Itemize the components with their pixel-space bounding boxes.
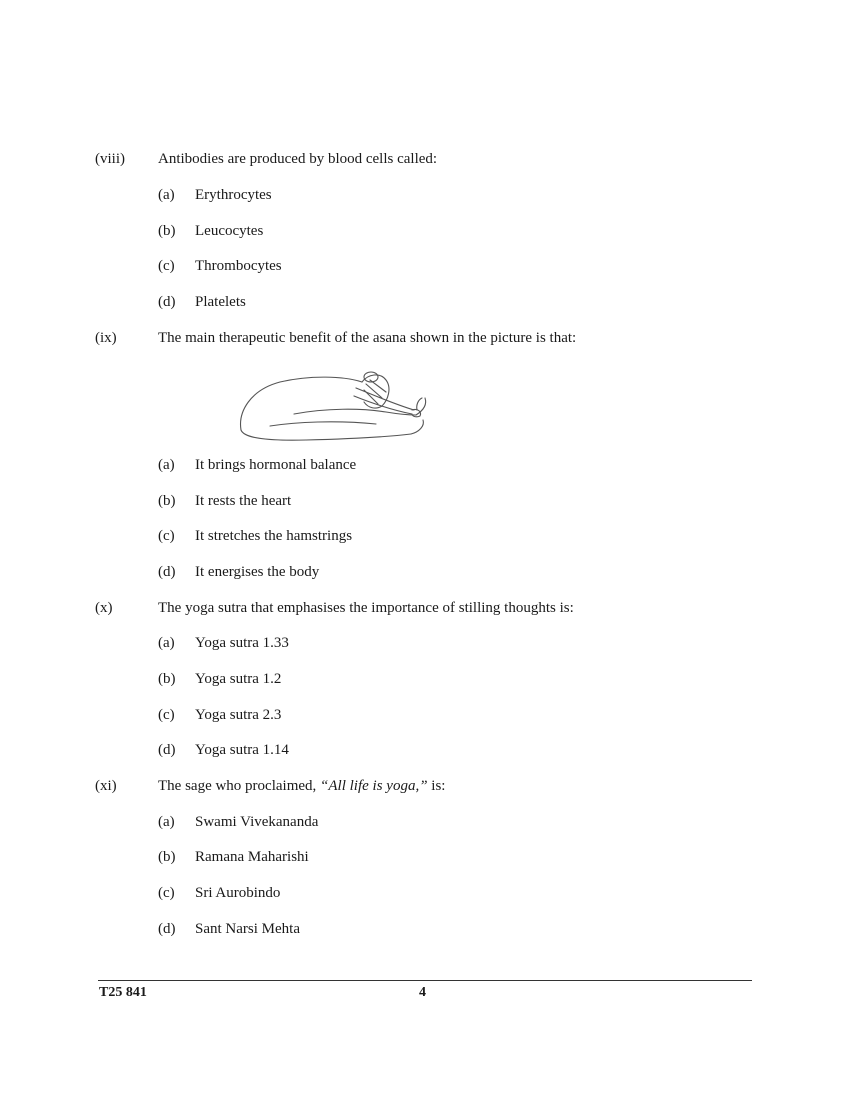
option-letter: (a) bbox=[158, 457, 175, 473]
option-text: Yoga sutra 1.33 bbox=[195, 635, 289, 651]
option-letter: (b) bbox=[158, 671, 176, 687]
option-letter: (b) bbox=[158, 223, 176, 239]
paper-code: T25 841 bbox=[99, 985, 147, 1000]
page-number: 4 bbox=[419, 985, 426, 1000]
option-text: Yoga sutra 2.3 bbox=[195, 707, 282, 723]
question-text bbox=[158, 778, 445, 795]
question-number: (xi) bbox=[95, 778, 117, 794]
option-letter: (c) bbox=[158, 885, 175, 901]
option-text: It brings hormonal balance bbox=[195, 457, 357, 473]
question-number: (x) bbox=[95, 600, 113, 616]
option-letter: (b) bbox=[158, 849, 176, 865]
question-text: Antibodies are produced by blood cells called: bbox=[158, 151, 438, 167]
option-letter: (c) bbox=[158, 707, 175, 723]
option-text: Yoga sutra 1.2 bbox=[195, 671, 282, 687]
option-letter: (c) bbox=[158, 258, 175, 274]
option-letter: (d) bbox=[158, 564, 176, 580]
question-number: (ix) bbox=[95, 330, 117, 346]
footer-divider bbox=[98, 980, 752, 981]
option-text: It stretches the hamstrings bbox=[195, 528, 353, 544]
option-text: It rests the heart bbox=[195, 493, 292, 509]
option-text: Yoga sutra 1.14 bbox=[195, 742, 289, 758]
option-text: Erythrocytes bbox=[195, 187, 272, 203]
option-letter: (b) bbox=[158, 493, 176, 509]
quotation: “All life is yoga,” bbox=[320, 778, 428, 794]
option-letter: (a) bbox=[158, 635, 175, 651]
option-text: Ramana Maharishi bbox=[195, 849, 309, 865]
option-text: Sant Narsi Mehta bbox=[195, 921, 300, 937]
seated-forward-bend-asana-illustration bbox=[236, 368, 432, 444]
question-text-after: is: bbox=[427, 778, 446, 794]
question-text: The yoga sutra that emphasises the importance of stilling thoughts is: bbox=[158, 600, 574, 616]
option-text: Thrombocytes bbox=[195, 258, 282, 274]
option-letter: (c) bbox=[158, 528, 175, 544]
option-letter: (d) bbox=[158, 294, 176, 310]
option-letter: (d) bbox=[158, 742, 176, 758]
question-text: The main therapeutic benefit of the asana shown in the picture is that: bbox=[158, 330, 577, 346]
question-text-before: The sage who proclaimed, bbox=[158, 778, 321, 794]
option-letter: (a) bbox=[158, 187, 175, 203]
option-letter: (d) bbox=[158, 921, 176, 937]
question-number: (viii) bbox=[95, 151, 125, 167]
option-text: Sri Aurobindo bbox=[195, 885, 281, 901]
option-letter: (a) bbox=[158, 814, 175, 830]
option-text: Platelets bbox=[195, 294, 246, 310]
option-text: Leucocytes bbox=[195, 223, 264, 239]
option-text: It energises the body bbox=[195, 564, 320, 580]
option-text: Swami Vivekananda bbox=[195, 814, 319, 830]
